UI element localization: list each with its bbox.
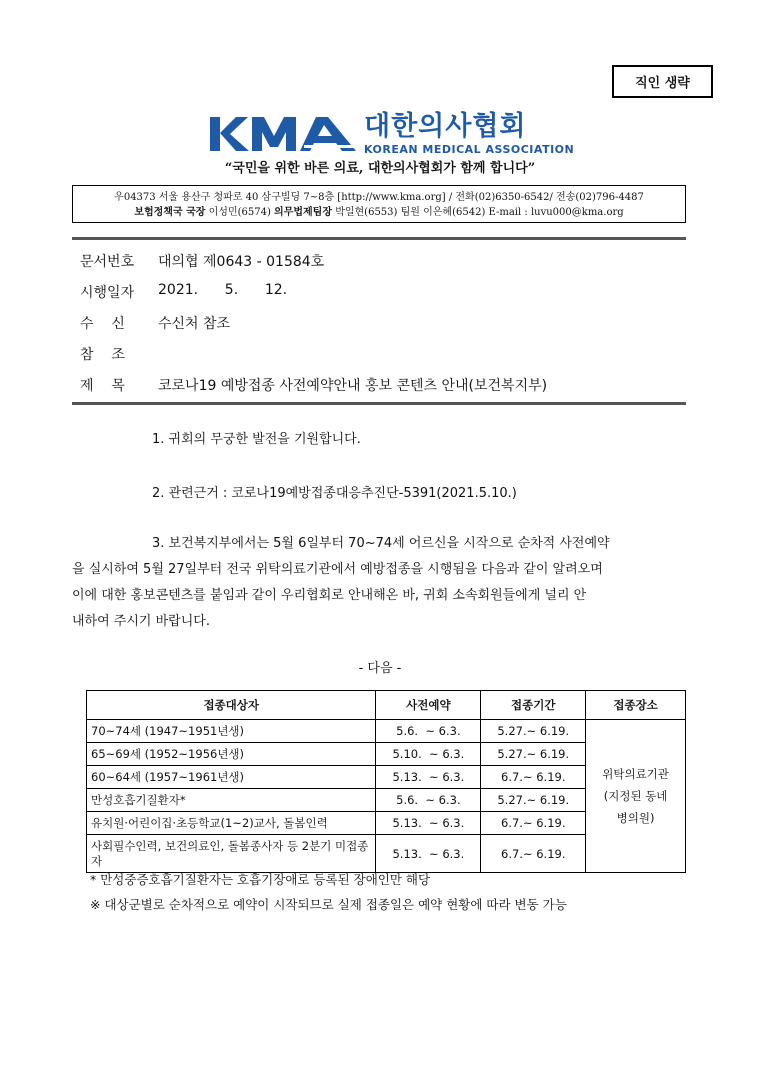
header-target: 접종대상자	[87, 691, 376, 720]
cell-period: 6.7.~ 6.19.	[481, 835, 586, 873]
meta-label: 수 신	[80, 316, 125, 332]
contact-role-2: 의무법제팀장	[274, 207, 333, 218]
vaccination-schedule-table	[86, 690, 686, 873]
meta-value: 코로나19 예방접종 사전예약안내 홍보 콘텐츠 안내(보건복지부)	[158, 378, 548, 394]
meta-label: 참 조	[80, 347, 125, 363]
paragraph-2: 2. 관련근거 : 코로나19예방접종대응추진단-5391(2021.5.10.)	[152, 486, 517, 501]
cell-place	[586, 720, 686, 873]
org-name-en: KOREAN MEDICAL ASSOCIATION	[364, 143, 575, 156]
contact-name-1: 이성민(6574)	[208, 207, 271, 218]
cell-reservation: 5.6. ~ 6.3.	[376, 720, 481, 743]
cell-reservation: 5.6. ~ 6.3.	[376, 789, 481, 812]
cell-target: 70~74세 (1947~1951년생)	[87, 720, 376, 743]
meta-doc-number	[80, 251, 324, 271]
contact-box	[72, 185, 686, 223]
footnote-1: * 만성중증호흡기질환자는 호흡기장애로 등록된 장애인만 해당	[90, 872, 431, 887]
cell-target: 유치원·어린이집·초등학교(1~2)교사, 돌봄인력	[87, 812, 376, 835]
paragraph-1: 1. 귀회의 무궁한 발전을 기원합니다.	[152, 432, 361, 447]
org-name-ko: 대한의사협회	[364, 111, 527, 142]
cell-target: 65~69세 (1952~1956년생)	[87, 743, 376, 766]
table-row	[87, 720, 686, 743]
meta-label: 시행일자	[80, 285, 135, 301]
following-heading: - 다음 -	[358, 661, 402, 676]
kma-logo	[208, 112, 574, 156]
cell-target: 사회필수인력, 보건의료인, 돌봄종사자 등 2분기 미접종자	[87, 835, 376, 873]
cell-reservation: 5.13. ~ 6.3.	[376, 835, 481, 873]
paragraph-3-line: 을 실시하여 5월 27일부터 전국 위탁의료기관에서 예방접종을 시행됨을 다음과 같이 알려오며	[72, 562, 603, 577]
meta-value: 대의협 제0643 - 01584호	[158, 254, 325, 270]
header-place: 접종장소	[586, 691, 686, 720]
cell-period: 5.27.~ 6.19.	[481, 720, 586, 743]
place-line: 위탁의료기관	[602, 767, 669, 781]
cell-reservation: 5.13. ~ 6.3.	[376, 766, 481, 789]
cell-period: 5.27.~ 6.19.	[481, 743, 586, 766]
meta-label: 문서번호	[80, 254, 135, 270]
header-period: 접종기간	[481, 691, 586, 720]
paragraph-3-line: 내하여 주시기 바랍니다.	[72, 614, 210, 629]
seal-omitted-box	[612, 65, 713, 98]
paragraph-3-line: 이에 대한 홍보콘텐츠를 붙임과 같이 우리협회로 안내해온 바, 귀회 소속회원들에게 널리 안	[72, 588, 587, 603]
meta-value: 2021. 5. 12.	[158, 282, 288, 298]
meta-label: 제 목	[80, 378, 125, 394]
contact-role-1: 보험정책국 국장	[134, 207, 206, 218]
place-line: (지정된 동네	[603, 789, 668, 803]
cell-target: 60~64세 (1957~1961년생)	[87, 766, 376, 789]
meta-subject	[80, 375, 547, 395]
footnote-2: ※ 대상군별로 순차적으로 예약이 시작되므로 실제 접종일은 예약 현황에 따라 변동 가능	[90, 897, 567, 912]
meta-date	[80, 282, 287, 302]
seal-omitted-text: 직인 생략	[635, 76, 690, 91]
place-line: 병의원)	[616, 811, 655, 825]
meta-value: 수신처 참조	[158, 316, 231, 332]
kma-logo-mark	[208, 114, 358, 154]
cell-period: 6.7.~ 6.19.	[481, 812, 586, 835]
meta-recipient	[80, 313, 230, 333]
cell-reservation: 5.13. ~ 6.3.	[376, 812, 481, 835]
contact-address-line: 우04373 서울 용산구 청파로 40 삼구빌딩 7~8층 [http://www.kma.org] / 전화(02)6350-6542/ 전송(02)796-4487	[114, 192, 644, 203]
paragraph-3	[72, 531, 690, 635]
cell-period: 5.27.~ 6.19.	[481, 789, 586, 812]
paragraph-3-line: 3. 보건복지부에서는 5월 6일부터 70~74세 어르신을 시작으로 순차적 사전예약	[152, 536, 610, 551]
cell-target: 만성호흡기질환자*	[87, 789, 376, 812]
slogan: “국민을 위한 바른 의료, 대한의사협회가 함께 합니다”	[224, 161, 536, 176]
cell-period: 6.7.~ 6.19.	[481, 766, 586, 789]
contact-staff-line	[81, 205, 677, 220]
divider-bottom	[72, 402, 686, 405]
contact-rest: 박일현(6553) 팀원 이은혜(6542) E-mail : luvu000@kma.org	[335, 207, 624, 218]
table-header-row	[87, 691, 686, 720]
header-reservation: 사전예약	[376, 691, 481, 720]
cell-reservation: 5.10. ~ 6.3.	[376, 743, 481, 766]
divider-top	[72, 237, 686, 240]
meta-reference	[80, 344, 158, 364]
